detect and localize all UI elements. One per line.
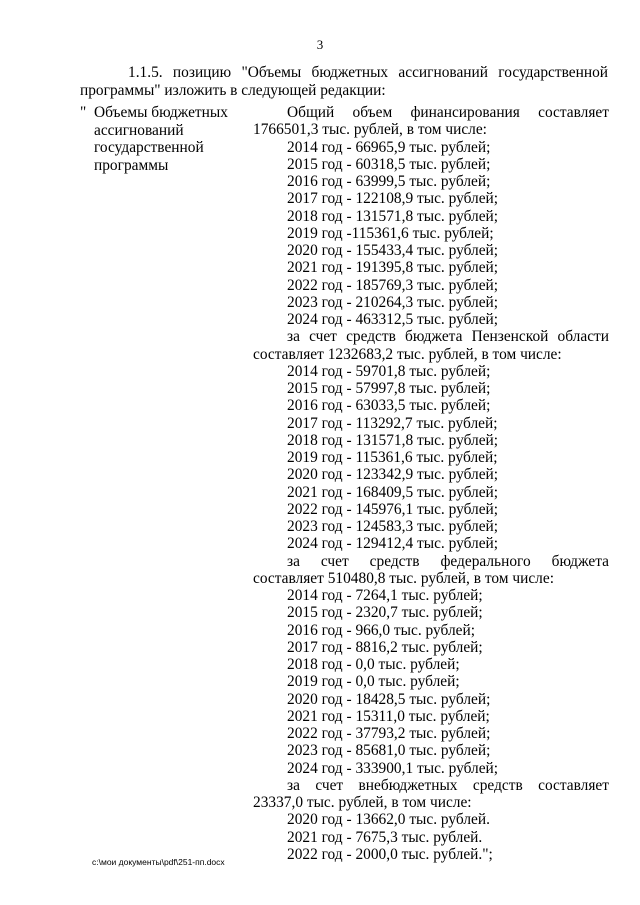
- year-row: 2024 год - 129412,4 тыс. рублей;: [287, 535, 499, 553]
- financing-text: [253, 104, 609, 863]
- year-row: 2019 год -115361,6 тыс. рублей;: [287, 224, 494, 242]
- year-row: 2018 год - 131571,8 тыс. рублей;: [287, 431, 499, 449]
- year-row: 2022 год - 185769,3 тыс. рублей;: [287, 276, 499, 294]
- year-row: 2015 год - 60318,5 тыс. рублей;: [287, 155, 491, 173]
- year-row: 2024 год - 463312,5 тыс. рублей;: [287, 311, 499, 328]
- year-row: 2024 год - 333900,1 тыс. рублей;: [287, 759, 499, 777]
- federal-lead: за счет средств федерального бюджета: [287, 552, 609, 570]
- extrabudget-amount: 23337,0 тыс. рублей, в том числе:: [253, 794, 472, 811]
- year-row: 2014 год - 7264,1 тыс. рублей;: [287, 587, 483, 604]
- year-row: 2017 год - 8816,2 тыс. рублей;: [287, 638, 483, 656]
- year-row: 2017 год - 113292,7 тыс. рублей;: [287, 414, 498, 432]
- position-label: [94, 104, 244, 174]
- year-row: 2014 год - 59701,8 тыс. рублей;: [287, 362, 491, 380]
- year-row: 2021 год - 168409,5 тыс. рублей;: [287, 483, 499, 501]
- opening-quote: ": [80, 104, 87, 121]
- year-row: 2016 год - 966,0 тыс. рублей;: [287, 621, 475, 639]
- label-line: программы: [94, 156, 169, 174]
- total-amount: 1766501,3 тыс. рублей, в том числе:: [253, 121, 487, 139]
- year-row: 2021 год - 7675,3 тыс. рублей.: [287, 828, 483, 846]
- year-row: 2022 год - 145976,1 тыс. рублей;: [287, 500, 499, 518]
- label-line: Объемы бюджетных: [94, 104, 228, 121]
- label-line: государственной: [94, 139, 204, 156]
- year-row: 2020 год - 13662,0 тыс. рублей.: [287, 811, 490, 829]
- year-row: 2017 год - 122108,9 тыс. рублей;: [287, 190, 499, 208]
- total-lead: Общий объем финансирования составляет: [287, 104, 609, 121]
- label-line: ассигнований: [94, 121, 184, 139]
- extrabudget-years-list: [253, 811, 609, 863]
- year-row: 2022 год - 37793,2 тыс. рублей;: [287, 725, 491, 742]
- federal-amount: составляет 510480,8 тыс. рублей, в том числе:: [253, 569, 554, 587]
- regional-years-list: [253, 363, 609, 553]
- year-row: 2015 год - 2320,7 тыс. рублей;: [287, 604, 483, 622]
- year-row: 2021 год - 15311,0 тыс. рублей;: [287, 707, 490, 725]
- year-row: 2014 год - 66965,9 тыс. рублей;: [287, 138, 491, 156]
- page-number: 3: [316, 37, 324, 52]
- year-row: 2023 год - 210264,3 тыс. рублей;: [287, 293, 499, 311]
- year-row: 2020 год - 155433,4 тыс. рублей;: [287, 242, 499, 259]
- year-row: 2019 год - 0,0 тыс. рублей;: [287, 673, 460, 691]
- amendment-intro: 1.1.5. позицию "Объемы бюджетных ассигнований государственной программы" изложить в следующей редакции:: [80, 64, 608, 99]
- regional-amount: составляет 1232683,2 тыс. рублей, в том числе:: [253, 345, 562, 363]
- year-row: 2018 год - 0,0 тыс. рублей;: [287, 656, 460, 673]
- year-row: 2020 год - 123342,9 тыс. рублей;: [287, 466, 499, 484]
- year-row: 2022 год - 2000,0 тыс. рублей.";: [287, 845, 493, 863]
- file-path-footer: c:\мои документы\pdf\251-пп.docx: [92, 857, 225, 867]
- regional-lead: за счет средств бюджета Пензенской области: [287, 328, 609, 346]
- year-row: 2016 год - 63033,5 тыс. рублей;: [287, 397, 491, 415]
- year-row: 2018 год - 131571,8 тыс. рублей;: [287, 207, 499, 225]
- year-row: 2023 год - 85681,0 тыс. рублей;: [287, 742, 491, 760]
- year-row: 2015 год - 57997,8 тыс. рублей;: [287, 380, 491, 397]
- year-row: 2019 год - 115361,6 тыс. рублей;: [287, 449, 498, 466]
- federal-years-list: [253, 587, 609, 777]
- year-row: 2021 год - 191395,8 тыс. рублей;: [287, 259, 499, 277]
- extrabudget-lead: за счет внебюджетных средств составляет: [287, 776, 609, 794]
- year-row: 2020 год - 18428,5 тыс. рублей;: [287, 690, 491, 708]
- year-row: 2023 год - 124583,3 тыс. рублей;: [287, 518, 499, 535]
- year-row: 2016 год - 63999,5 тыс. рублей;: [287, 173, 491, 190]
- total-years-list: [253, 139, 609, 329]
